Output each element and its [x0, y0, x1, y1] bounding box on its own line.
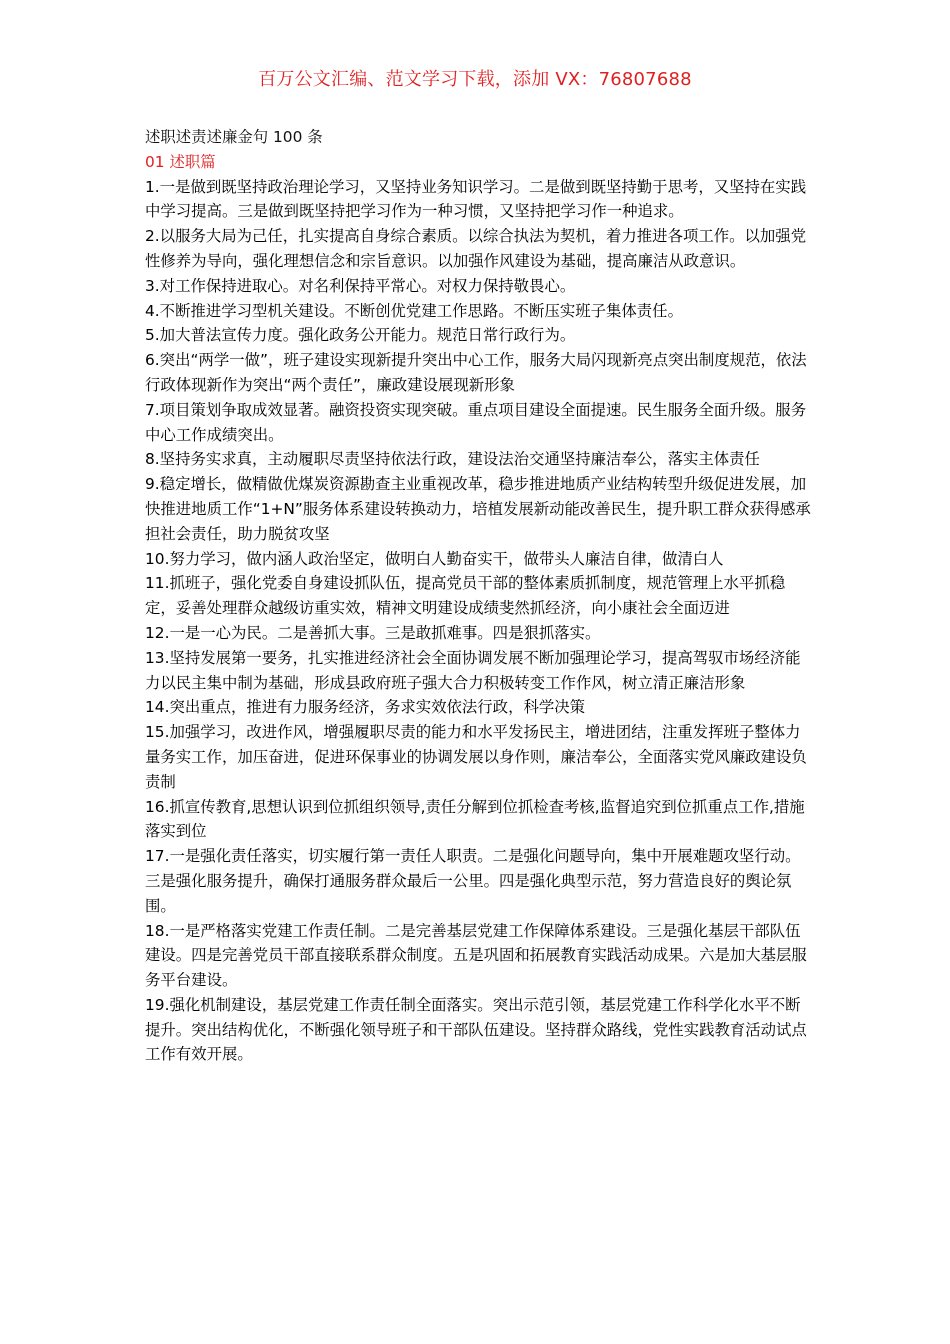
document-title: 述职述责述廉金句 100 条 — [145, 128, 323, 146]
list-item: 12.一是一心为民。二是善抓大事。三是敢抓难事。四是狠抓落实。 — [145, 623, 601, 642]
list-item: 15.加强学习，改进作风，增强履职尽责的能力和水平发扬民主，增进团结，注重发挥班子整体力量务实工作，加压奋进，促进环保事业的协调发展以身作则，廉洁奉公，全面落实党风廉政建设负责制 — [145, 723, 807, 791]
list-item: 13.坚持发展第一要务，扎实推进经济社会全面协调发展不断加强理论学习，提高驾驭市场经济能力以民主集中制为基础，形成县政府班子强大合力积极转变工作作风，树立清正廉洁形象 — [145, 648, 801, 692]
list-item: 14.突出重点，推进有力服务经济，务求实效依法行政，科学决策 — [145, 698, 586, 717]
list-item: 8.坚持务实求真，主动履职尽责坚持依法行政，建设法治交通坚持廉洁奉公，落实主体责任 — [145, 450, 760, 469]
list-item: 7.项目策划争取成效显著。融资投资实现突破。重点项目建设全面提速。民生服务全面升级。服务中心工作成绩突出。 — [145, 400, 807, 444]
list-item: 9.稳定增长，做精做优煤炭资源勘查主业重视改革，稳步推进地质产业结构转型升级促进发展，加快推进地质工作“1+N”服务体系建设转换动力，培植发展新动能改善民生，提升职工群众获得感承担社会责任，助力脱贫攻坚 — [145, 475, 811, 543]
list-item: 10.努力学习，做内涵人政治坚定，做明白人勤奋实干，做带头人廉洁自律，做清白人 — [145, 549, 724, 568]
list-item: 6.突出“两学一做”，班子建设实现新提升突出中心工作，服务大局闪现新亮点突出制度规范，依法行政体现新作为突出“两个责任”，廉政建设展现新形象 — [145, 351, 807, 394]
list-item: 16.抓宣传教育,思想认识到位抓组织领导,责任分解到位抓检查考核,监督追究到位抓重点工作,措施落实到位 — [145, 797, 805, 841]
list-item: 5.加大普法宣传力度。强化政务公开能力。规范日常行政行为。 — [145, 326, 576, 345]
list-item: 18.一是严格落实党建工作责任制。二是完善基层党建工作保障体系建设。三是强化基层干部队伍建设。四是完善党员干部直接联系群众制度。五是巩固和拓展教育实践活动成果。六是加大基层服务平台建设。 — [145, 921, 807, 990]
list-item: 17.一是强化责任落实，切实履行第一责任人职责。二是强化问题导向，集中开展难题攻坚行动。三是强化服务提升，确保打通服务群众最后一公里。四是强化典型示范，努力营造良好的舆论氛围。 — [145, 847, 801, 915]
list-item: 2.以服务大局为己任，扎实提高自身综合素质。以综合执法为契机，着力推进各项工作。以加强党性修养为导向，强化理想信念和宗旨意识。以加强作风建设为基础，提高廉洁从政意识。 — [145, 227, 807, 270]
list-item: 11.抓班子，强化党委自身建设抓队伍，提高党员干部的整体素质抓制度，规范管理上水平抓稳定，妥善处理群众越级访重实效，精神文明建设成绩斐然抓经济，向小康社会全面迈进 — [145, 574, 786, 618]
list-item: 4.不断推进学习型机关建设。不断创优党建工作思路。不断压实班子集体责任。 — [145, 301, 683, 320]
section-heading: 01 述职篇 — [145, 152, 216, 171]
list-item: 1.一是做到既坚持政治理论学习，又坚持业务知识学习。二是做到既坚持勤于思考，又坚持在实践中学习提高。三是做到既坚持把学习作为一种习惯，又坚持把学习作一种追求。 — [145, 177, 807, 221]
promo-header: 百万公文汇编、范文学习下载，添加 VX：76807688 — [258, 69, 692, 90]
list-item: 19.强化机制建设，基层党建工作责任制全面落实。突出示范引领，基层党建工作科学化水平不断提升。突出结构优化，不断强化领导班子和干部队伍建设。坚持群众路线，党性实践教育活动试点工作有效开展。 — [145, 995, 807, 1064]
document-body — [145, 125, 815, 1067]
list-item: 3.对工作保持进取心。对名利保持平常心。对权力保持敬畏心。 — [145, 276, 576, 295]
